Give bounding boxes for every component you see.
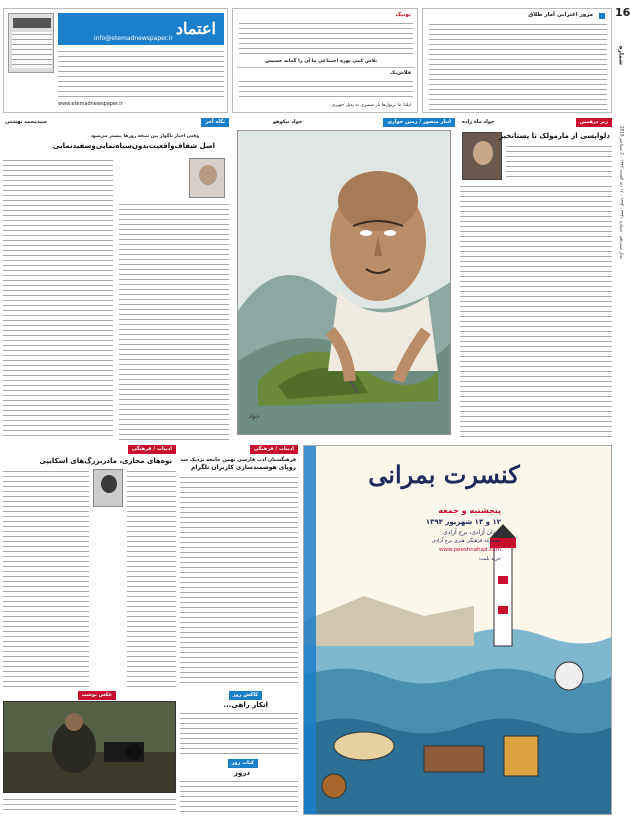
concert-line2: ۱۲ و ۱۳ شهریور ۱۳۹۴ — [425, 518, 501, 526]
page-strip — [614, 0, 630, 360]
col1-body-a — [506, 144, 612, 180]
col3-portrait — [189, 158, 225, 198]
col3-author: سیدمحمد بهشتی — [5, 119, 47, 125]
col3-tab: نگاه آخر — [201, 118, 229, 127]
column-left — [3, 118, 229, 443]
col2-tab: انبار منصور / زمین خواری — [383, 118, 455, 127]
col1-body-b — [460, 184, 612, 440]
c2-body-a — [3, 469, 89, 687]
date-line: سال سیزدهم - شماره ۳۳۴۱ - ۱۳۹۴ - ۱۷ ذی القعده ۱۴۳۶ - 2 سپتامبر 2015 — [619, 125, 625, 260]
col3-body-a — [3, 158, 113, 440]
c2-tab: ادبیات / فرهنگی — [128, 445, 176, 454]
col1-author: جواد ماه زاده — [462, 119, 495, 125]
concert-line3: میدان آزادی، برج آزادی — [443, 529, 501, 536]
divorce-title: مرور اغترابی آمار طلاق — [528, 12, 593, 18]
page-number: 16 — [615, 6, 630, 19]
masthead-site[interactable]: www.etemadnewspaper.ir — [58, 101, 123, 107]
c2-body-b — [127, 469, 176, 687]
page-section: شماره — [617, 45, 625, 66]
concert-site[interactable]: www.peeshnahad.com — [438, 547, 501, 553]
concert-title: کنسرت بمرانی — [368, 460, 520, 489]
c1-tab: ادبیات / فرهنگی — [250, 445, 298, 454]
column-center — [233, 118, 455, 443]
c3-body — [180, 711, 298, 755]
c1-body — [180, 475, 298, 687]
flashback-text — [239, 79, 413, 99]
masthead-thumbnail — [8, 13, 54, 73]
boutique-quote: تلاش کمی بهره اجتماعی ما آن را گمانه خسیس — [265, 59, 377, 64]
col1-tab: زیر درهمین — [576, 118, 612, 127]
concert-line4: مجموعه فرهنگی هنری برج آزادی — [431, 538, 501, 544]
masthead-email[interactable]: info@etemadnewspaper.ir — [94, 35, 173, 42]
divorce-box — [422, 8, 612, 113]
concert-poster — [303, 445, 612, 815]
boutique-title: بوتیک — [395, 12, 411, 18]
masthead-logo-bar — [58, 13, 224, 45]
divorce-text — [429, 22, 607, 110]
c2-title: نوه‌های مجازی، مادربزرگ‌های اسکایپی — [39, 457, 172, 465]
cartoon-illustration — [238, 131, 451, 435]
col3-kicker: وقتی اخبار ناگوار بین نتیجه روزها بیشتر می‌شود — [90, 134, 199, 139]
c4-title: دروز — [233, 769, 250, 777]
concert-art — [304, 446, 612, 815]
concert-tel: خرید بلیت: — [478, 556, 501, 562]
c1-title: فرهنگستان ادب فارسی بهمن جامعه نزدیک شد — [180, 457, 296, 463]
bottom-left — [3, 445, 176, 815]
c3-title: انکار راهی... — [223, 701, 268, 709]
boutique-text — [239, 21, 413, 55]
c4-tab: کتاب روز — [228, 759, 258, 768]
column-right — [460, 118, 612, 443]
photo-tab: عکس نوشت — [78, 691, 116, 700]
bottom-center — [180, 445, 298, 815]
photo-caption — [3, 797, 176, 813]
concert-line1: پنجشنبه و جمعه — [438, 506, 501, 515]
col2-author: جواد نیکوهو — [273, 119, 303, 125]
col1-portrait — [462, 132, 502, 180]
masthead-info — [58, 49, 224, 99]
cartoon-signature: جواد — [248, 413, 260, 420]
c1-title2: روپای هوشمندسازی کاربران تلگرام — [190, 464, 296, 471]
col1-title: دلواپسی از مارمولک تا پستانخیز — [499, 132, 610, 140]
flashback-title: فلاش‌بک — [390, 70, 411, 76]
flashback-byline: ایلنا: ما ترنول‌ها بار ضمیری ند یدیل خویری — [331, 103, 411, 108]
boutique-box — [232, 8, 418, 113]
photo-image — [4, 702, 176, 793]
photo — [3, 701, 176, 793]
masthead-logo: اعتماد — [175, 19, 216, 38]
divorce-bullet-icon — [599, 13, 605, 19]
cartoon-frame — [237, 130, 451, 435]
col3-body-b — [119, 202, 229, 440]
c3-tab: کاکش روز — [229, 691, 262, 700]
col3-title: اصل شفاف‌واقعیت‌بدون‌سیاه‌نمایی‌و‌سفیدنمایی — [52, 142, 215, 150]
masthead — [3, 8, 228, 113]
c4-body — [180, 779, 298, 813]
c2-portrait — [93, 469, 123, 507]
